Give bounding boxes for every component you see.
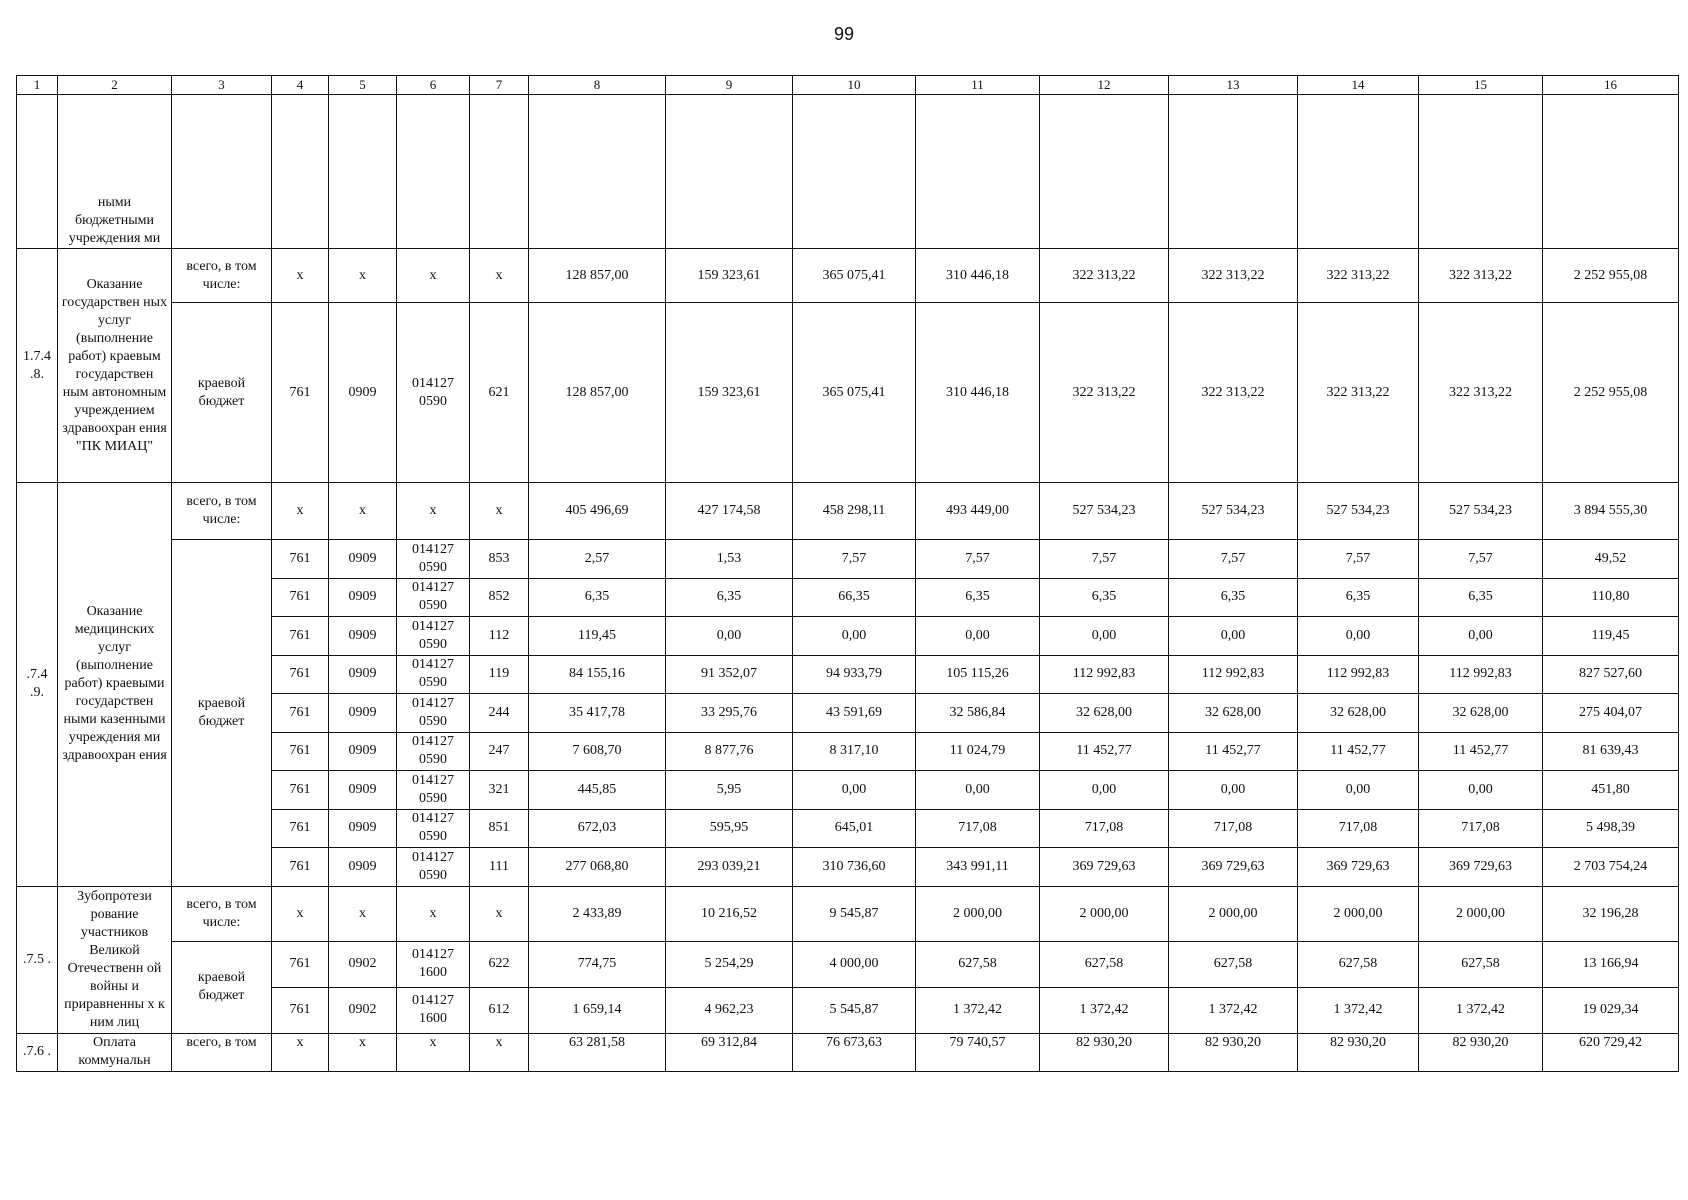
- column-number: 12: [1040, 76, 1169, 95]
- value-cell: 43 591,69: [793, 694, 916, 733]
- value-cell: 458 298,11: [793, 483, 916, 540]
- value-cell: 6,35: [1419, 578, 1543, 617]
- value-cell: 1 372,42: [1169, 987, 1298, 1033]
- code-cell: 0902: [329, 941, 397, 987]
- code-cell: x: [272, 249, 329, 303]
- value-cell: 322 313,22: [1419, 303, 1543, 483]
- value-cell: 119,45: [1543, 617, 1679, 656]
- value-cell: 6,35: [529, 578, 666, 617]
- value-cell: 6,35: [1040, 578, 1169, 617]
- code-cell: 852: [470, 578, 529, 617]
- budget-type: краевой бюджет: [172, 303, 272, 483]
- budget-table: [16, 75, 1679, 1072]
- empty-cell: [1298, 95, 1419, 249]
- value-cell: 627,58: [1298, 941, 1419, 987]
- empty-cell: [172, 95, 272, 249]
- code-cell: 761: [272, 617, 329, 656]
- empty-cell: [666, 95, 793, 249]
- value-cell: 310 446,18: [916, 249, 1040, 303]
- value-cell: 277 068,80: [529, 848, 666, 887]
- code-cell: 853: [470, 540, 529, 579]
- code-cell: 0909: [329, 732, 397, 771]
- value-cell: 82 930,20: [1169, 1033, 1298, 1071]
- value-cell: 5 545,87: [793, 987, 916, 1033]
- code-cell: 321: [470, 771, 529, 810]
- value-cell: 0,00: [793, 617, 916, 656]
- empty-cell: [1543, 95, 1679, 249]
- column-number: 3: [172, 76, 272, 95]
- code-cell: 014127 0590: [397, 771, 470, 810]
- code-cell: 761: [272, 771, 329, 810]
- column-number: 5: [329, 76, 397, 95]
- code-cell: 0902: [329, 987, 397, 1033]
- value-cell: 63 281,58: [529, 1033, 666, 1071]
- column-number: 1: [17, 76, 58, 95]
- value-cell: 493 449,00: [916, 483, 1040, 540]
- value-cell: 405 496,69: [529, 483, 666, 540]
- value-cell: 1,53: [666, 540, 793, 579]
- value-cell: 0,00: [1169, 617, 1298, 656]
- value-cell: 5 498,39: [1543, 809, 1679, 848]
- value-cell: 7,57: [1298, 540, 1419, 579]
- value-cell: 2 433,89: [529, 886, 666, 941]
- value-cell: 1 659,14: [529, 987, 666, 1033]
- code-cell: 0909: [329, 617, 397, 656]
- code-cell: x: [397, 1033, 470, 1071]
- code-cell: 014127 0590: [397, 809, 470, 848]
- value-cell: 5,95: [666, 771, 793, 810]
- value-cell: 827 527,60: [1543, 655, 1679, 694]
- budget-type: всего, в том: [172, 1033, 272, 1071]
- code-cell: 0909: [329, 540, 397, 579]
- value-cell: 11 452,77: [1169, 732, 1298, 771]
- value-cell: 369 729,63: [1169, 848, 1298, 887]
- value-cell: 11 452,77: [1040, 732, 1169, 771]
- value-cell: 91 352,07: [666, 655, 793, 694]
- code-cell: 0909: [329, 809, 397, 848]
- empty-cell: [1419, 95, 1543, 249]
- code-cell: 621: [470, 303, 529, 483]
- code-cell: 761: [272, 848, 329, 887]
- value-cell: 2 000,00: [1169, 886, 1298, 941]
- continuation-row: [17, 95, 1679, 249]
- value-cell: 6,35: [916, 578, 1040, 617]
- value-cell: 2 252 955,08: [1543, 249, 1679, 303]
- value-cell: 159 323,61: [666, 303, 793, 483]
- code-cell: 761: [272, 732, 329, 771]
- column-number: 8: [529, 76, 666, 95]
- value-cell: 32 628,00: [1040, 694, 1169, 733]
- value-cell: 11 452,77: [1298, 732, 1419, 771]
- code-cell: 0909: [329, 655, 397, 694]
- value-cell: 322 313,22: [1419, 249, 1543, 303]
- value-cell: 112 992,83: [1298, 655, 1419, 694]
- value-cell: 76 673,63: [793, 1033, 916, 1071]
- value-cell: 110,80: [1543, 578, 1679, 617]
- value-cell: 451,80: [1543, 771, 1679, 810]
- code-cell: x: [329, 483, 397, 540]
- value-cell: 2 000,00: [1419, 886, 1543, 941]
- row-number: .7.5 .: [17, 886, 58, 1033]
- budget-type: всего, в том числе:: [172, 886, 272, 941]
- code-cell: x: [329, 886, 397, 941]
- column-number: 13: [1169, 76, 1298, 95]
- value-cell: 620 729,42: [1543, 1033, 1679, 1071]
- code-cell: 014127 0590: [397, 617, 470, 656]
- value-cell: 1 372,42: [1419, 987, 1543, 1033]
- value-cell: 69 312,84: [666, 1033, 793, 1071]
- empty-cell: [916, 95, 1040, 249]
- code-cell: 761: [272, 941, 329, 987]
- value-cell: 527 534,23: [1419, 483, 1543, 540]
- value-cell: 2 000,00: [916, 886, 1040, 941]
- value-cell: 627,58: [916, 941, 1040, 987]
- code-cell: 014127 1600: [397, 941, 470, 987]
- code-cell: 622: [470, 941, 529, 987]
- value-cell: 32 196,28: [1543, 886, 1679, 941]
- table-body: [17, 76, 1679, 1072]
- value-cell: 445,85: [529, 771, 666, 810]
- value-cell: 0,00: [1419, 617, 1543, 656]
- value-cell: 2 000,00: [1040, 886, 1169, 941]
- value-cell: 365 075,41: [793, 249, 916, 303]
- value-cell: 774,75: [529, 941, 666, 987]
- value-cell: 322 313,22: [1298, 303, 1419, 483]
- code-cell: 014127 0590: [397, 694, 470, 733]
- value-cell: 6,35: [1169, 578, 1298, 617]
- value-cell: 32 586,84: [916, 694, 1040, 733]
- value-cell: 112 992,83: [1169, 655, 1298, 694]
- value-cell: 2 000,00: [1298, 886, 1419, 941]
- code-cell: x: [470, 249, 529, 303]
- code-cell: x: [397, 483, 470, 540]
- value-cell: 6,35: [1298, 578, 1419, 617]
- code-cell: 244: [470, 694, 529, 733]
- row-number: 1.7.4 .8.: [17, 249, 58, 483]
- value-cell: 32 628,00: [1298, 694, 1419, 733]
- budget-type: краевой бюджет: [172, 941, 272, 1033]
- column-number: 11: [916, 76, 1040, 95]
- row-name: Оплата коммунальн: [58, 1033, 172, 1071]
- value-cell: 369 729,63: [1419, 848, 1543, 887]
- value-cell: 322 313,22: [1040, 249, 1169, 303]
- value-cell: 527 534,23: [1040, 483, 1169, 540]
- value-cell: 717,08: [916, 809, 1040, 848]
- code-cell: x: [272, 1033, 329, 1071]
- code-cell: 851: [470, 809, 529, 848]
- value-cell: 5 254,29: [666, 941, 793, 987]
- value-cell: 627,58: [1169, 941, 1298, 987]
- value-cell: 10 216,52: [666, 886, 793, 941]
- value-cell: 82 930,20: [1419, 1033, 1543, 1071]
- value-cell: 293 039,21: [666, 848, 793, 887]
- value-cell: 7,57: [1169, 540, 1298, 579]
- total-row: [17, 249, 1679, 303]
- value-cell: 1 372,42: [916, 987, 1040, 1033]
- value-cell: 322 313,22: [1040, 303, 1169, 483]
- value-cell: 4 000,00: [793, 941, 916, 987]
- value-cell: 369 729,63: [1040, 848, 1169, 887]
- value-cell: 1 372,42: [1298, 987, 1419, 1033]
- value-cell: 7,57: [793, 540, 916, 579]
- column-number: 16: [1543, 76, 1679, 95]
- budget-type: всего, в том числе:: [172, 483, 272, 540]
- code-cell: 014127 0590: [397, 540, 470, 579]
- value-cell: 128 857,00: [529, 303, 666, 483]
- value-cell: 94 933,79: [793, 655, 916, 694]
- value-cell: 645,01: [793, 809, 916, 848]
- value-cell: 717,08: [1419, 809, 1543, 848]
- value-cell: 9 545,87: [793, 886, 916, 941]
- value-cell: 0,00: [1040, 617, 1169, 656]
- value-cell: 19 029,34: [1543, 987, 1679, 1033]
- code-cell: x: [329, 249, 397, 303]
- code-cell: 014127 0590: [397, 655, 470, 694]
- value-cell: 0,00: [1040, 771, 1169, 810]
- value-cell: 595,95: [666, 809, 793, 848]
- value-cell: 0,00: [1419, 771, 1543, 810]
- column-number: 6: [397, 76, 470, 95]
- value-cell: 49,52: [1543, 540, 1679, 579]
- code-cell: x: [397, 886, 470, 941]
- code-cell: 0909: [329, 303, 397, 483]
- value-cell: 310 446,18: [916, 303, 1040, 483]
- value-cell: 159 323,61: [666, 249, 793, 303]
- value-cell: 6,35: [666, 578, 793, 617]
- code-cell: 761: [272, 540, 329, 579]
- value-cell: 672,03: [529, 809, 666, 848]
- value-cell: 0,00: [1298, 771, 1419, 810]
- code-cell: 014127 0590: [397, 732, 470, 771]
- value-cell: 343 991,11: [916, 848, 1040, 887]
- code-cell: x: [397, 249, 470, 303]
- code-cell: 111: [470, 848, 529, 887]
- code-cell: x: [470, 1033, 529, 1071]
- value-cell: 66,35: [793, 578, 916, 617]
- value-cell: 11 024,79: [916, 732, 1040, 771]
- total-row: [17, 483, 1679, 540]
- value-cell: 82 930,20: [1040, 1033, 1169, 1071]
- code-cell: 0909: [329, 694, 397, 733]
- value-cell: 11 452,77: [1419, 732, 1543, 771]
- empty-cell: [272, 95, 329, 249]
- code-cell: 112: [470, 617, 529, 656]
- value-cell: 33 295,76: [666, 694, 793, 733]
- code-cell: 014127 1600: [397, 987, 470, 1033]
- code-cell: x: [272, 483, 329, 540]
- total-row: [17, 886, 1679, 941]
- value-cell: 4 962,23: [666, 987, 793, 1033]
- empty-cell: [529, 95, 666, 249]
- empty-cell: [1040, 95, 1169, 249]
- empty-cell: [793, 95, 916, 249]
- value-cell: 322 313,22: [1298, 249, 1419, 303]
- value-cell: 0,00: [1169, 771, 1298, 810]
- code-cell: x: [470, 483, 529, 540]
- header-row: [17, 76, 1679, 95]
- row-name: Оказание государствен ных услуг (выполнение работ) краевым государствен ным автономным учреждением здравоохран ения "ПК МИАЦ": [58, 249, 172, 483]
- column-number: 9: [666, 76, 793, 95]
- name-cell: ными бюджетными учреждения ми: [58, 95, 172, 249]
- code-cell: 0909: [329, 771, 397, 810]
- value-cell: 0,00: [916, 617, 1040, 656]
- value-cell: 0,00: [666, 617, 793, 656]
- value-cell: 2,57: [529, 540, 666, 579]
- value-cell: 82 930,20: [1298, 1033, 1419, 1071]
- value-cell: 112 992,83: [1419, 655, 1543, 694]
- code-cell: 247: [470, 732, 529, 771]
- code-cell: 014127 0590: [397, 848, 470, 887]
- row-number: .7.6 .: [17, 1033, 58, 1071]
- code-cell: 0909: [329, 578, 397, 617]
- budget-row: [17, 303, 1679, 483]
- code-cell: x: [470, 886, 529, 941]
- code-cell: 0909: [329, 848, 397, 887]
- value-cell: 365 075,41: [793, 303, 916, 483]
- value-cell: 8 877,76: [666, 732, 793, 771]
- empty-cell: [1169, 95, 1298, 249]
- value-cell: 32 628,00: [1419, 694, 1543, 733]
- code-cell: 014127 0590: [397, 578, 470, 617]
- code-cell: x: [272, 886, 329, 941]
- value-cell: 527 534,23: [1169, 483, 1298, 540]
- value-cell: 2 703 754,24: [1543, 848, 1679, 887]
- code-cell: 014127 0590: [397, 303, 470, 483]
- budget-row: [17, 540, 1679, 579]
- value-cell: 0,00: [916, 771, 1040, 810]
- value-cell: 84 155,16: [529, 655, 666, 694]
- value-cell: 128 857,00: [529, 249, 666, 303]
- value-cell: 1 372,42: [1040, 987, 1169, 1033]
- page-number: 99: [833, 24, 855, 44]
- value-cell: 717,08: [1040, 809, 1169, 848]
- column-number: 7: [470, 76, 529, 95]
- code-cell: 761: [272, 987, 329, 1033]
- code-cell: 612: [470, 987, 529, 1033]
- code-cell: 761: [272, 578, 329, 617]
- column-number: 15: [1419, 76, 1543, 95]
- empty-cell: [329, 95, 397, 249]
- value-cell: 0,00: [793, 771, 916, 810]
- value-cell: 275 404,07: [1543, 694, 1679, 733]
- value-cell: 13 166,94: [1543, 941, 1679, 987]
- value-cell: 2 252 955,08: [1543, 303, 1679, 483]
- budget-type: всего, в том числе:: [172, 249, 272, 303]
- value-cell: 32 628,00: [1169, 694, 1298, 733]
- value-cell: 322 313,22: [1169, 249, 1298, 303]
- budget-type: краевой бюджет: [172, 540, 272, 887]
- budget-row: [17, 941, 1679, 987]
- code-cell: 761: [272, 655, 329, 694]
- value-cell: 7,57: [1419, 540, 1543, 579]
- num-cell: [17, 95, 58, 249]
- value-cell: 627,58: [1040, 941, 1169, 987]
- value-cell: 112 992,83: [1040, 655, 1169, 694]
- value-cell: 527 534,23: [1298, 483, 1419, 540]
- value-cell: 7 608,70: [529, 732, 666, 771]
- value-cell: 427 174,58: [666, 483, 793, 540]
- row-name: Зубопротези рование участников Великой Отечественн ой войны и приравненны х к ним лиц: [58, 886, 172, 1033]
- code-cell: x: [329, 1033, 397, 1071]
- total-row: [17, 1033, 1679, 1071]
- value-cell: 717,08: [1298, 809, 1419, 848]
- column-number: 14: [1298, 76, 1419, 95]
- value-cell: 7,57: [1040, 540, 1169, 579]
- value-cell: 105 115,26: [916, 655, 1040, 694]
- value-cell: 8 317,10: [793, 732, 916, 771]
- value-cell: 322 313,22: [1169, 303, 1298, 483]
- code-cell: 761: [272, 694, 329, 733]
- column-number: 2: [58, 76, 172, 95]
- value-cell: 81 639,43: [1543, 732, 1679, 771]
- code-cell: 119: [470, 655, 529, 694]
- row-name: Оказание медицинских услуг (выполнение работ) краевыми государствен ными казенными учреждения ми здравоохран ения: [58, 483, 172, 887]
- empty-cell: [470, 95, 529, 249]
- value-cell: 3 894 555,30: [1543, 483, 1679, 540]
- code-cell: 761: [272, 809, 329, 848]
- value-cell: 627,58: [1419, 941, 1543, 987]
- empty-cell: [397, 95, 470, 249]
- value-cell: 119,45: [529, 617, 666, 656]
- row-number: .7.4 .9.: [17, 483, 58, 887]
- value-cell: 717,08: [1169, 809, 1298, 848]
- value-cell: 7,57: [916, 540, 1040, 579]
- value-cell: 35 417,78: [529, 694, 666, 733]
- value-cell: 0,00: [1298, 617, 1419, 656]
- value-cell: 369 729,63: [1298, 848, 1419, 887]
- column-number: 4: [272, 76, 329, 95]
- column-number: 10: [793, 76, 916, 95]
- value-cell: 310 736,60: [793, 848, 916, 887]
- value-cell: 79 740,57: [916, 1033, 1040, 1071]
- code-cell: 761: [272, 303, 329, 483]
